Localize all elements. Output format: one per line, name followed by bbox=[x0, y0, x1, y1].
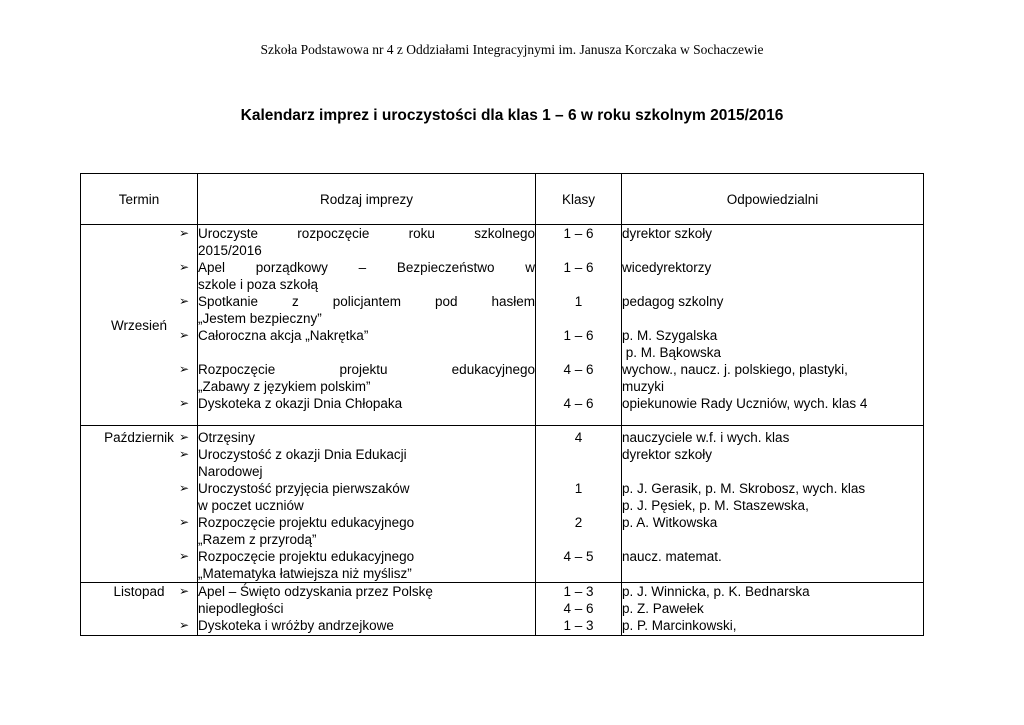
event-line: Rozpoczęcie projektu edukacyjnego bbox=[198, 515, 415, 530]
responsible-value: pedagog szkolny bbox=[622, 294, 724, 309]
event-item bbox=[179, 225, 535, 259]
event-line: Spotkanie z policjantem pod hasłem bbox=[198, 294, 535, 309]
responsible-value: naucz. matemat. bbox=[622, 549, 722, 564]
header-responsible: Odpowiedzialni bbox=[622, 174, 924, 225]
classes-value: 4 – 6 bbox=[563, 396, 594, 411]
classes-value: 1 bbox=[574, 481, 583, 496]
classes-cell bbox=[536, 225, 622, 426]
responsible-value: p. Z. Pawełek bbox=[622, 601, 704, 616]
event-line: szkole i poza szkołą bbox=[198, 277, 319, 292]
events-calendar-table bbox=[80, 173, 924, 636]
bullet-arrow-icon: ➢ bbox=[179, 328, 190, 342]
classes-value: 4 – 6 bbox=[563, 601, 594, 616]
event-line: Rozpoczęcie projektu edukacyjnego bbox=[198, 362, 535, 377]
table-row-wrzesien bbox=[81, 225, 924, 426]
event-item bbox=[179, 395, 535, 412]
event-list bbox=[179, 225, 536, 426]
event-line: Dyskoteka i wróżby andrzejkowe bbox=[198, 618, 394, 633]
bullet-arrow-icon: ➢ bbox=[179, 260, 190, 274]
responsible-value: p. J. Gerasik, p. M. Skrobosz, wych. klas bbox=[622, 481, 866, 496]
event-line: Rozpoczęcie projektu edukacyjnego bbox=[198, 549, 415, 564]
event-line: Otrzęsiny bbox=[198, 430, 256, 445]
table-header-row bbox=[81, 174, 924, 225]
event-line: Całoroczna akcja „Nakrętka” bbox=[198, 328, 369, 343]
responsible-value: p. J. Winnicka, p. K. Bednarska bbox=[622, 584, 810, 599]
responsible-value: p. J. Pęsiek, p. M. Staszewska, bbox=[622, 498, 809, 513]
table-row-pazdziernik bbox=[81, 426, 924, 583]
spacer bbox=[198, 344, 535, 361]
bullet-arrow-icon: ➢ bbox=[179, 294, 190, 308]
responsible-cell bbox=[622, 426, 924, 583]
responsible-value: dyrektor szkoły bbox=[622, 447, 713, 462]
event-line: „Matematyka łatwiejsza niż myślisz” bbox=[198, 566, 412, 581]
bullet-arrow-icon: ➢ bbox=[179, 430, 190, 444]
event-line: 2015/2016 bbox=[198, 243, 262, 258]
document-title: Kalendarz imprez i uroczystości dla klas 1 – 6 w roku szkolnym 2015/2016 bbox=[240, 107, 784, 124]
term-label: Październik bbox=[104, 430, 174, 445]
classes-value: 4 bbox=[574, 430, 583, 445]
responsible-value: p. M. Bąkowska bbox=[622, 345, 722, 360]
responsible-value: nauczyciele w.f. i wych. klas bbox=[622, 430, 790, 445]
bullet-arrow-icon: ➢ bbox=[179, 549, 190, 563]
event-line: niepodległości bbox=[198, 601, 284, 616]
event-item bbox=[179, 548, 535, 582]
event-line: Uroczystość z okazji Dnia Edukacji bbox=[198, 447, 407, 462]
bullet-arrow-icon: ➢ bbox=[179, 584, 190, 598]
classes-value: 1 – 6 bbox=[563, 328, 594, 343]
table-row-listopad bbox=[81, 583, 924, 636]
bullet-arrow-icon: ➢ bbox=[179, 515, 190, 529]
classes-value: 4 – 6 bbox=[563, 362, 594, 377]
bullet-arrow-icon: ➢ bbox=[179, 362, 190, 376]
bullet-arrow-icon: ➢ bbox=[179, 396, 190, 410]
term-label: Listopad bbox=[113, 584, 165, 599]
responsible-value: opiekunowie Rady Uczniów, wych. klas 4 bbox=[622, 396, 868, 411]
event-line: „Zabawy z językiem polskim” bbox=[198, 379, 371, 394]
event-item bbox=[179, 293, 535, 327]
responsible-cell bbox=[622, 225, 924, 426]
responsible-value: wicedyrektorzy bbox=[622, 260, 712, 275]
event-item bbox=[179, 361, 535, 395]
event-line: „Jestem bezpieczny” bbox=[198, 311, 322, 326]
responsible-value: dyrektor szkoły bbox=[622, 226, 713, 241]
header-event-type: Rodzaj imprezy bbox=[198, 174, 536, 225]
event-line: Dyskoteka z okazji Dnia Chłopaka bbox=[198, 396, 403, 411]
event-item bbox=[179, 446, 535, 480]
responsible-value: wychow., naucz. j. polskiego, plastyki, bbox=[622, 362, 848, 377]
classes-cell bbox=[536, 426, 622, 583]
term-cell: Wrzesień bbox=[81, 225, 198, 426]
classes-value: 1 – 6 bbox=[563, 260, 594, 275]
event-line: Narodowej bbox=[198, 464, 263, 479]
responsible-value: p. A. Witkowska bbox=[622, 515, 718, 530]
classes-value: 1 – 3 bbox=[563, 584, 594, 599]
event-line: Apel porządkowy – Bezpieczeństwo w bbox=[198, 260, 535, 275]
responsible-value: muzyki bbox=[622, 379, 665, 394]
event-item bbox=[179, 327, 535, 361]
classes-value: 1 – 3 bbox=[563, 618, 594, 633]
classes-value: 2 bbox=[574, 515, 583, 530]
event-list bbox=[179, 426, 536, 583]
bullet-arrow-icon: ➢ bbox=[179, 618, 190, 632]
header-classes: Klasy bbox=[536, 174, 622, 225]
event-line: Uroczystość przyjęcia pierwszaków bbox=[198, 481, 410, 496]
event-list bbox=[179, 583, 536, 636]
bullet-arrow-icon: ➢ bbox=[179, 481, 190, 495]
classes-cell bbox=[536, 583, 622, 636]
classes-value: 1 – 6 bbox=[563, 226, 594, 241]
event-item bbox=[179, 259, 535, 293]
event-item bbox=[179, 480, 535, 514]
event-line: Uroczyste rozpoczęcie roku szkolnego bbox=[198, 226, 535, 241]
event-item bbox=[179, 617, 535, 634]
header-term: Termin bbox=[81, 174, 198, 225]
event-item bbox=[179, 514, 535, 548]
school-header: Szkoła Podstawowa nr 4 z Oddziałami Integracyjnymi im. Janusza Korczaka w Sochaczewie bbox=[260, 42, 764, 57]
responsible-cell bbox=[622, 583, 924, 636]
classes-value: 4 – 5 bbox=[563, 549, 594, 564]
responsible-value: p. P. Marcinkowski, bbox=[622, 618, 737, 633]
bullet-arrow-icon: ➢ bbox=[179, 447, 190, 461]
event-item bbox=[179, 429, 535, 446]
classes-value: 1 bbox=[574, 294, 583, 309]
responsible-value: p. M. Szygalska bbox=[622, 328, 718, 343]
bullet-arrow-icon: ➢ bbox=[179, 226, 190, 240]
event-line: w poczet uczniów bbox=[198, 498, 304, 513]
event-line: „Razem z przyrodą” bbox=[198, 532, 317, 547]
event-item bbox=[179, 583, 535, 617]
event-line: Apel – Święto odzyskania przez Polskę bbox=[198, 584, 433, 599]
